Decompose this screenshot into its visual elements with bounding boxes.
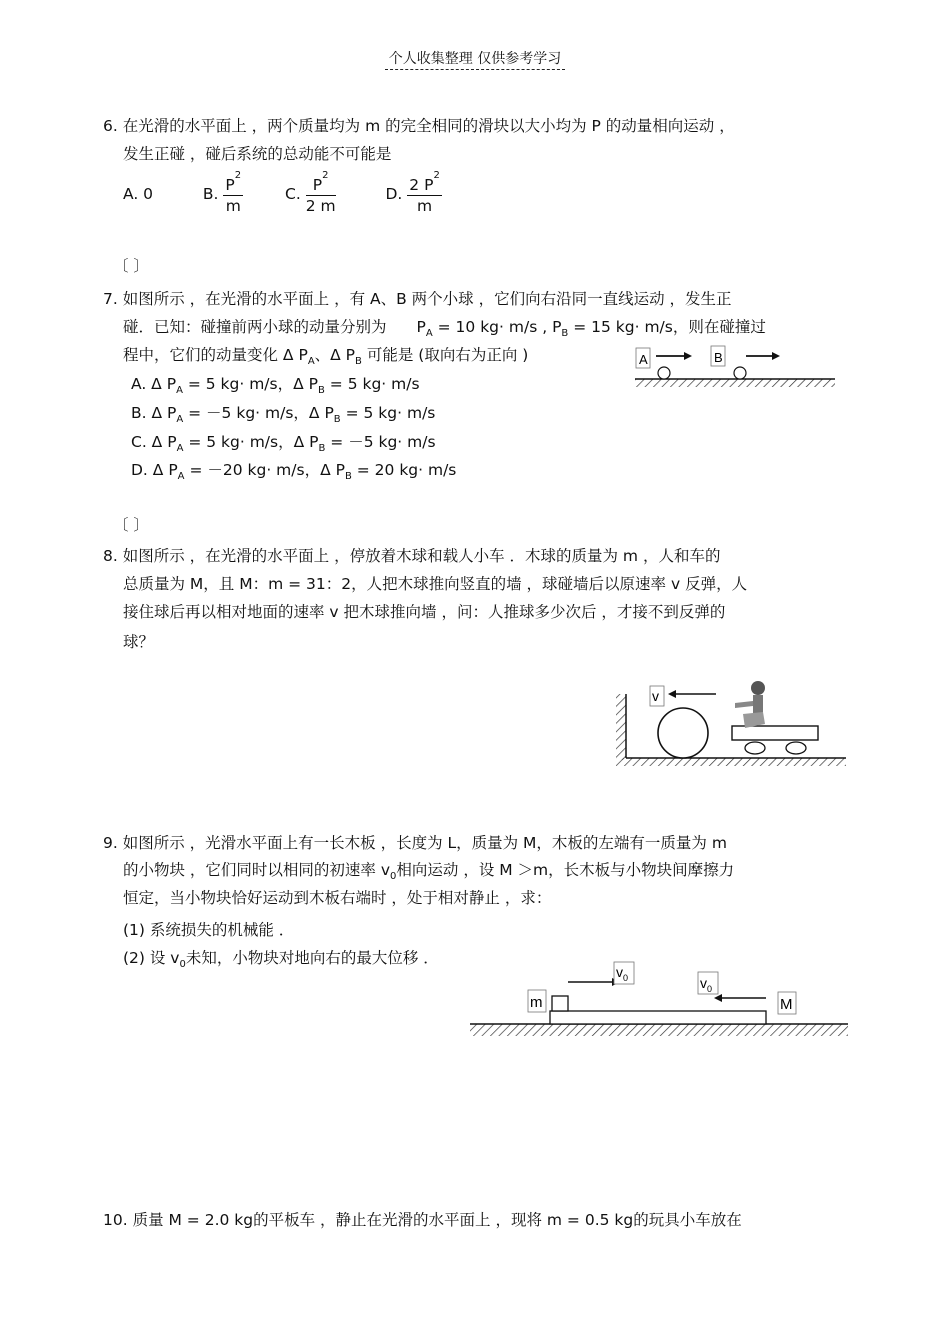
- block-label-m: m: [530, 994, 543, 1011]
- q10-line1: 10. 质量 M = 2.0 kg的平板车 ，静止在光滑的水平面上 ，现将 m = 0.5 kg的玩具小车放在: [103, 1211, 742, 1229]
- velocity-label-v: v: [652, 688, 659, 704]
- q6-answer-bracket: 〔 〕: [113, 257, 149, 275]
- cart-wheel-right: [786, 742, 806, 754]
- board-label-M: M: [780, 996, 793, 1013]
- long-board-M: [550, 1011, 766, 1024]
- board-velocity-label: $v_0$: [700, 975, 713, 994]
- ball-a-label: A: [639, 352, 648, 367]
- q8-figure: [612, 676, 852, 772]
- q6-option-d-label: D.: [385, 185, 403, 204]
- page-header: 个人收集整理 仅供参考学习: [0, 48, 950, 68]
- ball-b-label: B: [714, 350, 723, 365]
- q6-options: [123, 172, 442, 216]
- q7-option-a: A. Δ $P_A = 5$ kg· m/s，Δ $P_B = 5$ kg· m/s: [131, 375, 420, 397]
- ground-hatch: [616, 758, 846, 766]
- q6-line1: 6. 在光滑的水平面上 ，两个质量均为 m 的完全相同的滑块以大小均为 P 的动量相向运动 ，: [103, 117, 735, 135]
- q8-line4: 球？: [123, 633, 155, 651]
- q6-option-a: A. 0: [123, 185, 154, 204]
- q7-option-d: D. Δ $P_A = -20$ kg· m/s，Δ $P_B = 20$ kg· m/s: [131, 461, 457, 483]
- ball-a: [658, 367, 670, 379]
- q9-sub2: (2) 设 $v_0$未知，小物块对地向右的最大位移 ．: [123, 949, 439, 971]
- q7-option-b: B. Δ $P_A = -5$ kg· m/s，Δ $P_B = 5$ kg· m/s: [131, 404, 436, 426]
- q7-line2: 碰．已知：碰撞前两小球的动量分别为 $P_A = 10$ kg· m/s , $P_B = 15$ kg· m/s，则在碰撞过: [123, 318, 766, 340]
- q6-line2: 发生正碰 ，碰后系统的总动能不可能是: [123, 145, 392, 163]
- cart-body: [732, 726, 818, 740]
- q9-line2: 的小物块 ，它们同时以相同的初速率 $v_0$相向运动 ，设 M ＞m，长木板与小物块间摩擦力: [123, 861, 735, 883]
- q9-figure: [466, 958, 852, 1042]
- q7-figure: [630, 342, 840, 392]
- person-on-cart: [735, 681, 765, 728]
- q6-option-d-fraction: $\frac{2 P^2}{m}$: [409, 170, 440, 216]
- block-velocity-label: $v_0$: [616, 964, 629, 983]
- wooden-ball: [658, 708, 708, 758]
- cart-wheel-left: [745, 742, 765, 754]
- ground-hatch: [470, 1024, 848, 1036]
- q7-option-c: C. Δ $P_A = 5$ kg· m/s，Δ $P_B = -5$ kg· m/s: [131, 433, 436, 455]
- q6-option-b-fraction: $\frac{P^2}{m}$: [225, 170, 242, 216]
- q9-line3: 恒定，当小物块恰好运动到木板右端时 ，处于相对静止 ，求：: [123, 889, 552, 907]
- q9-line1: 9. 如图所示 ，光滑水平面上有一长木板 ，长度为 L，质量为 M，木板的左端有一质量为 m: [103, 834, 727, 852]
- q6-option-c-label: C.: [285, 185, 301, 204]
- wall-hatch: [616, 694, 626, 760]
- q7-line3: 程中，它们的动量变化 Δ $P_A$、Δ $P_B$ 可能是 (取向右为正向 ): [123, 346, 529, 368]
- q8-line1: 8. 如图所示 ，在光滑的水平面上 ，停放着木球和载人小车 ．木球的质量为 m ，人和车的: [103, 547, 721, 565]
- ground-hatch: [635, 379, 835, 387]
- ball-b: [734, 367, 746, 379]
- q8-line3: 接住球后再以相对地面的速率 v 把木球推向墙 ，问：人推球多少次后 ，才接不到反弹的: [123, 603, 726, 621]
- small-block-m: [552, 996, 568, 1011]
- q7-line1: 7. 如图所示 ，在光滑的水平面上 ，有 A、B 两个小球 ，它们向右沿同一直线运动 ，发生正: [103, 290, 732, 308]
- q9-sub1: (1) 系统损失的机械能 ．: [123, 921, 295, 939]
- q7-answer-bracket: 〔 〕: [113, 516, 149, 534]
- q8-line2: 总质量为 M，且 M：m = 31：2，人把木球推向竖直的墙 ，球碰墙后以原速率 v 反弹，人: [123, 575, 748, 593]
- q6-option-b-label: B.: [202, 185, 219, 204]
- q6-option-c-fraction: $\frac{P^2}{2 m}$: [305, 170, 336, 216]
